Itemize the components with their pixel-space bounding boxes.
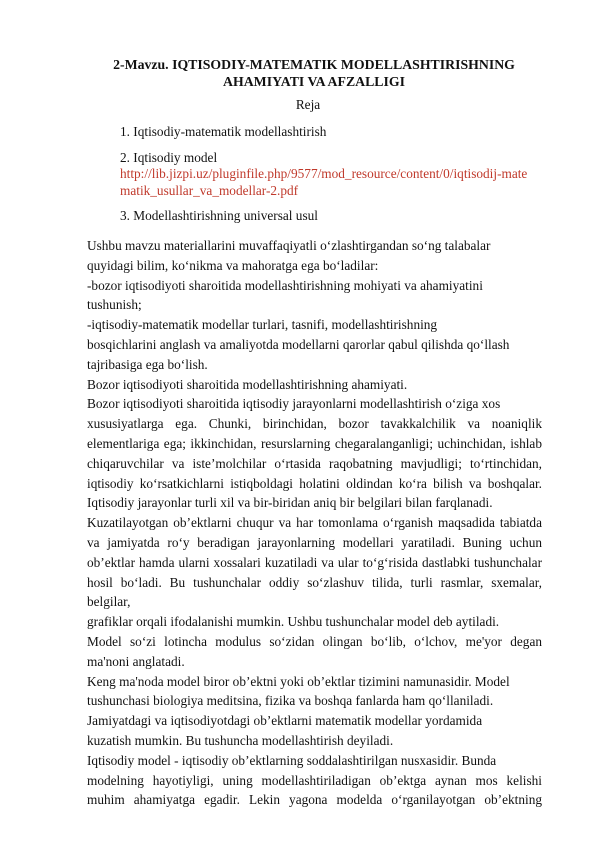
plan-item-2: 2. Iqtisodiy model bbox=[120, 150, 218, 165]
title-line-1: 2-Mavzu. IQTISODIY-MATEMATIK MODELLASHTIRISHNING bbox=[113, 57, 515, 72]
text-line: hosil bo‘ladi. Bu tushunchalar oddiy so‘zlashuv tilida, turli rasmlar, sxemalar, bbox=[87, 574, 542, 590]
text-line: belgilar, bbox=[87, 594, 131, 610]
text-line: elementlariga ega; ikkinchidan, resurslarning chegaralanganligi; uchinchidan, ishlab bbox=[87, 435, 542, 451]
text-line: iqtisodiy ko‘rsatkichlarni istiqboldagi holatini oldindan ko‘ra bilish va boshqalar. bbox=[87, 475, 542, 491]
text-line: Jamiyatdagi va iqtisodiyotdagi ob’ektlarni matematik modellar yordamida bbox=[87, 713, 483, 729]
text-line: Iqtisodiy model - iqtisodiy ob’ektlarning soddalashtirilgan nusxasidir. Bunda bbox=[87, 752, 497, 768]
text-line: tushunish; bbox=[87, 297, 142, 313]
text-line: modelning hayotiyligi, uning modellashtiriladigan ob’ektga aynan mos kelishi bbox=[87, 772, 542, 788]
text-line: xususiyatlarga ega. Chunki, birinchidan, bozor tavakkalchilik va noaniqlik bbox=[87, 416, 542, 432]
text-line: Keng ma'noda model biror ob’ektni yoki ob’ektlar tizimini namunasidir. Model bbox=[87, 673, 510, 689]
text-line: Ushbu mavzu materiallarini muvaffaqiyatli o‘zlashtirgandan so‘ng talabalar bbox=[87, 238, 491, 253]
text-line: Iqtisodiy jarayonlar turli xil va bir-biridan aniq bir belgilari bilan farqlanadi. bbox=[87, 495, 493, 511]
plan-link[interactable]: http://lib.jizpi.uz/pluginfile.php/9577/mod_resource/content/0/iqtisodij-matematik_usullar_va_modellar-2.pdf bbox=[120, 166, 528, 198]
text-line: Model so‘zi lotincha modulus so‘zidan olingan bo‘lib, o‘lchov, me'yor degan bbox=[87, 633, 542, 649]
text-line: -iqtisodiy-matematik modellar turlari, tasnifi, modellashtirishning bbox=[87, 317, 438, 333]
text-line: ob’ektlar hamda ularni xossalari kuzatiladi va ular to‘g‘risida dastlabki tushunchalar bbox=[87, 554, 542, 570]
text-line: ma'noni anglatadi. bbox=[87, 653, 185, 669]
text-line: kuzatish mumkin. Bu tushuncha modellashtirish deyiladi. bbox=[87, 732, 394, 748]
text-line: chiqaruvchilar va iste’molchilar o‘rtasida raqobatning mavjudligi; to‘rtinchidan, bbox=[87, 455, 542, 471]
text-line: Bozor iqtisodiyoti sharoitida iqtisodiy jarayonlarni modellashtirish o‘ziga xos bbox=[87, 396, 501, 412]
text-line: tajribasiga ega bo‘lish. bbox=[87, 356, 208, 372]
text-line: -bozor iqtisodiyoti sharoitida modellashtirishning mohiyati va ahamiyatini bbox=[87, 277, 483, 293]
page-title bbox=[86, 56, 542, 90]
text-line: quyidagi bilim, ko‘nikma va mahoratga ega bo‘ladilar: bbox=[87, 257, 379, 273]
plan-item-3: 3. Modellashtirishning universal usul bbox=[120, 208, 318, 223]
section-heading: Bozor iqtisodiyoti sharoitida modellashtirishning ahamiyati. bbox=[87, 376, 408, 392]
text-line: Kuzatilayotgan ob’ektlarni chuqur va har tomonlama o‘rganish maqsadida tabiatda bbox=[87, 515, 542, 531]
plan-heading: Reja bbox=[295, 97, 321, 112]
text-line: va jamiyatda ro‘y beradigan jarayonlarning modellari yaratiladi. Buning uchun bbox=[87, 534, 542, 550]
title-line-2: AHAMIYATI VA AFZALLIGI bbox=[223, 74, 405, 89]
text-line: bosqichlarini anglash va amaliyotda modellarni qarorlar qabul qilishda qo‘llash bbox=[87, 336, 510, 352]
text-line: muhim ahamiyatga egadir. Lekin yagona modelda o‘rganilayotgan ob’ektning bbox=[87, 792, 542, 808]
plan-item-1: 1. Iqtisodiy-matematik modellashtirish bbox=[120, 124, 327, 139]
body-text bbox=[87, 236, 542, 810]
text-line: grafiklar orqali ifodalanishi mumkin. Ushbu tushunchalar model deb aytiladi. bbox=[87, 614, 500, 630]
text-line: tushunchasi biologiya meditsina, fizika va boshqa fanlarda ham qo‘llaniladi. bbox=[87, 693, 494, 709]
